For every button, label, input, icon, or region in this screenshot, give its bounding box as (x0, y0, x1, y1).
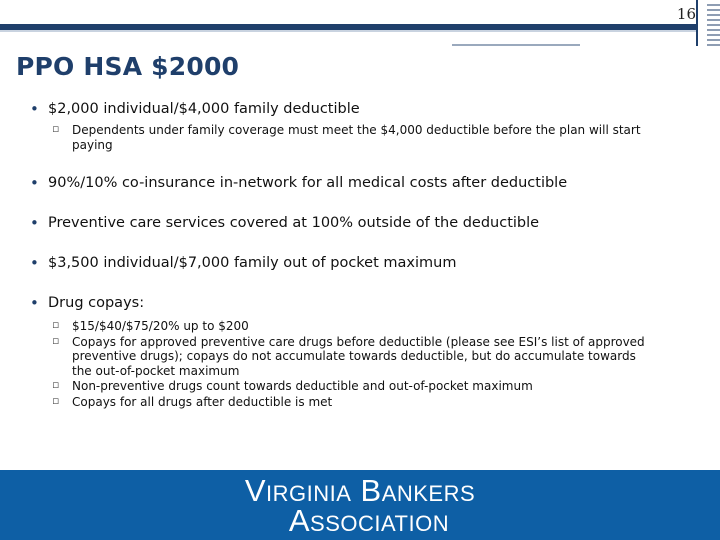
slide-title: PPO HSA $2000 (16, 52, 240, 81)
sub-bullet-non-preventive: ▫ Non-preventive drugs count towards deductible and out-of-pocket maximum (30, 379, 690, 394)
accent-rule (452, 44, 580, 46)
sub-bullet-dependents: ▫ Dependents under family coverage must meet the $4,000 deductible before the plan will start paying (30, 123, 652, 152)
slide-number: 16 (676, 5, 696, 23)
corner-decoration (707, 0, 720, 50)
sub-bullet-after-deductible: ▫ Copays for all drugs after deductible is met (30, 395, 690, 410)
header-rule-shadow (0, 30, 696, 32)
corner-rule (696, 0, 698, 46)
logo-line-1: Virginia Bankers (244, 473, 476, 508)
bullet-oop-max: • $3,500 individual/$7,000 family out of pocket maximum (30, 254, 690, 272)
sub-bullet-copay-tiers: ▫ $15/$40/$75/20% up to $200 (30, 319, 690, 334)
slide-body (30, 100, 690, 409)
bullet-preventive: • Preventive care services covered at 100% outside of the deductible (30, 214, 690, 232)
sub-bullet-preventive-drugs: ▫ Copays for approved preventive care drugs before deductible (please see ESI’s list of approved preventive drugs); copays do not accumulate towards deductible, but do accumulate towards the out-of-pocket maximum (30, 335, 650, 379)
bullet-coinsurance: • 90%/10% co-insurance in-network for all medical costs after deductible (30, 174, 690, 192)
logo-line-2: Association (288, 503, 450, 538)
vba-logo (0, 473, 720, 538)
bullet-drug-copays: • Drug copays: (30, 294, 690, 312)
bullet-deductible: • $2,000 individual/$4,000 family deductible (30, 100, 690, 118)
